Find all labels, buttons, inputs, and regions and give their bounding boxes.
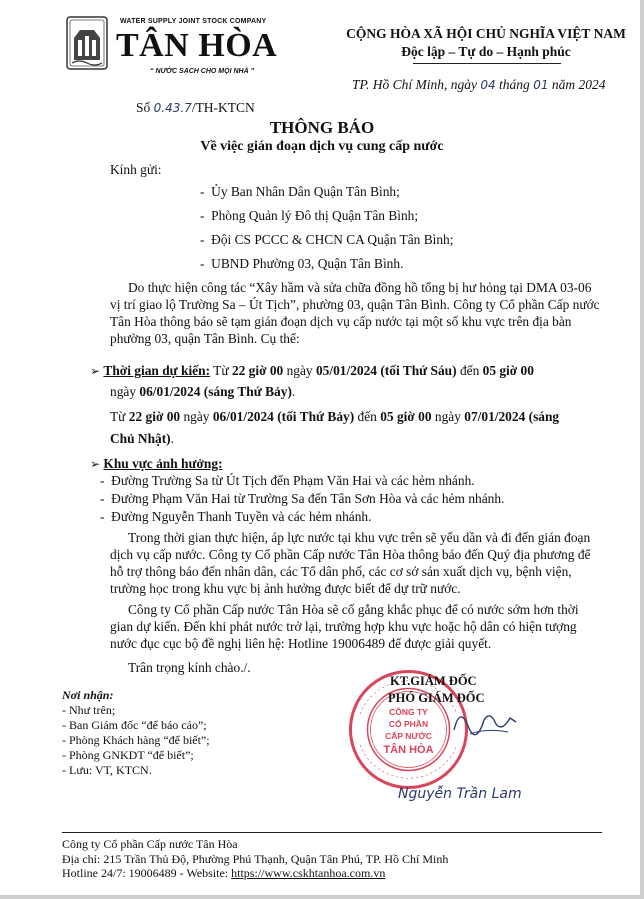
- document-number: [136, 100, 255, 116]
- footer-contact: [62, 866, 448, 881]
- intro-line: phường 03, quận Tân Bình. Cụ thể:: [110, 331, 300, 346]
- para2-line: dịch vụ cấp nước. Công ty Cổ phần Cấp nước Tân Hòa thông báo đến Quý địa phương để: [110, 547, 591, 562]
- date-prefix: TP. Hồ Chí Minh, ngày: [352, 77, 478, 92]
- recipient-item: - Ủy Ban Nhân Dân Quận Tân Bình;: [200, 184, 400, 199]
- motto-underline: [413, 63, 561, 64]
- affected-item: - Đường Phạm Văn Hai từ Trường Sa đến Tân Sơn Hòa và các hẻm nhánh.: [100, 491, 505, 506]
- schedule-line-1b: ngày 06/01/2024 (sáng Thứ Bảy).: [110, 384, 296, 399]
- footer: [62, 837, 448, 881]
- receiver-item: - Phòng Khách hàng “để biết”;: [62, 733, 210, 747]
- document-number-prefix: Số: [136, 100, 151, 115]
- affected-item: - Đường Trường Sa từ Út Tịch đến Phạm Văn Hai và các hẻm nhánh.: [100, 473, 475, 488]
- receiver-item: - Phòng GNKDT “để biết”;: [62, 748, 194, 762]
- company-name: TÂN HÒA: [116, 27, 278, 64]
- page-edge-right: [640, 0, 644, 899]
- footer-divider: [62, 832, 602, 833]
- signer-name: Nguyễn Trần Lam: [398, 786, 522, 802]
- arrow-bullet-icon: ➢: [90, 364, 101, 378]
- signature-role-1: KT.GIÁM ĐỐC: [390, 674, 477, 688]
- para2-line: Trong thời gian thực hiện, áp lực nước tại khu vực trên sẽ yếu dần và đi đến gián đoạn: [128, 530, 591, 545]
- date-month: 01: [533, 78, 549, 92]
- intro-line: Do thực hiện công tác “Xây hầm và sửa chữa đồng hồ tổng bị hư hỏng tại DMA 03-06: [128, 280, 592, 295]
- national-title: CỘNG HÒA XÃ HỘI CHỦ NGHĨA VIỆT NAM: [346, 26, 626, 41]
- receiver-item: - Lưu: VT, KTCN.: [62, 763, 152, 777]
- affected-heading: [90, 455, 223, 473]
- para2-line: trường học trong khu vực bị ảnh hưởng được biết để dự trữ nước.: [110, 581, 461, 596]
- recipient-item: - UBND Phường 03, Quận Tân Bình.: [200, 256, 404, 271]
- schedule-line-2: Từ 22 giờ 00 ngày 06/01/2024 (tối Thứ Bảy) đến 05 giờ 00 ngày 07/01/2024 (sáng: [110, 409, 560, 424]
- document-subtitle: Về việc gián đoạn dịch vụ cung cấp nước: [200, 139, 444, 154]
- stamp-line-3: CẤP NƯỚC: [385, 731, 432, 741]
- date-day: 04: [480, 78, 496, 92]
- footer-website-link[interactable]: https://www.cskhtanhoa.com.vn: [231, 866, 386, 880]
- document-number-value: 0.43.7: [153, 101, 192, 115]
- affected-label: Khu vực ảnh hưởng:: [103, 456, 223, 471]
- receivers-label: Nơi nhận:: [62, 688, 114, 702]
- company-english-name: WATER SUPPLY JOINT STOCK COMPANY: [120, 18, 267, 25]
- receiver-item: - Như trên;: [62, 703, 116, 717]
- para3-line: nước đục cục bộ đề nghị liên hệ: Hotline 19006489 để được giải quyết.: [110, 636, 492, 651]
- date-month-label: tháng: [499, 77, 530, 92]
- receiver-item: - Ban Giám đốc “để báo cáo”;: [62, 718, 207, 732]
- footer-company: Công ty Cổ phần Cấp nước Tân Hòa: [62, 837, 238, 851]
- stamp-line-2: CỔ PHẦN: [388, 719, 429, 729]
- recipient-item: - Phòng Quản lý Đô thị Quận Tân Bình;: [200, 208, 419, 223]
- para2-line: hỗ trợ thông báo đến nhân dân, các Tổ dân phố, các cơ sở sản xuất dịch vụ, bệnh viện,: [110, 564, 572, 579]
- recipient-item: - Đội CS PCCC & CHCN CA Quận Tân Bình;: [200, 232, 454, 247]
- schedule-label: Thời gian dự kiến:: [103, 363, 211, 378]
- handwritten-signature-icon: [450, 700, 520, 740]
- company-slogan: “ NƯỚC SẠCH CHO MỌI NHÀ ”: [150, 68, 255, 75]
- schedule-line-2b: Chủ Nhật).: [110, 431, 175, 446]
- date-line: [352, 77, 605, 93]
- receivers-block: [62, 688, 210, 778]
- date-year: năm 2024: [551, 77, 606, 92]
- closing: Trân trọng kính chào./.: [128, 660, 251, 675]
- schedule-line-1: ➢ Thời gian dự kiến: Từ 22 giờ 00 ngày 05/01/2024 (tối Thứ Sáu) đến 05 giờ 00: [90, 363, 534, 378]
- recipients-label: Kính gửi:: [110, 162, 162, 177]
- company-logo-icon: [66, 16, 108, 70]
- document-title: THÔNG BÁO: [269, 118, 375, 137]
- national-motto: Độc lập – Tự do – Hạnh phúc: [401, 44, 571, 59]
- intro-line: vị trí giao lộ Trường Sa – Út Tịch”, phường 03, quận Tân Bình. Công ty Cổ phần Cấp nước: [110, 297, 600, 312]
- affected-item: - Đường Nguyễn Thanh Tuyền và các hẻm nhánh.: [100, 509, 372, 524]
- signature-role-2: PHÓ GIÁM ĐỐC: [388, 691, 485, 705]
- footer-hotline: Hotline 24/7: 19006489 - Website:: [62, 866, 232, 880]
- page-edge-bottom: [0, 895, 644, 899]
- stamp-line-1: CÔNG TY: [389, 707, 428, 717]
- document-number-suffix: /TH-KTCN: [191, 100, 255, 115]
- footer-address: Địa chỉ: 215 Trần Thủ Độ, Phường Phú Thạnh, Quận Tân Phú, TP. Hồ Chí Minh: [62, 851, 449, 866]
- intro-line: Tân Hòa thông báo sẽ tạm gián đoạn dịch vụ cấp nước tại một số khu vực trên địa bàn: [110, 314, 572, 329]
- para3-line: gian dự kiến. Đến khi phát nước trở lại, trường hợp khu vực hoặc hộ dân có hiện tượng: [110, 619, 577, 634]
- para3-line: Công ty Cổ phần Cấp nước Tân Hòa sẽ cố gắng khắc phục để có nước sớm hơn thời: [128, 602, 579, 617]
- stamp-line-4: TÂN HÒA: [383, 744, 434, 756]
- arrow-bullet-icon: ➢: [90, 457, 101, 471]
